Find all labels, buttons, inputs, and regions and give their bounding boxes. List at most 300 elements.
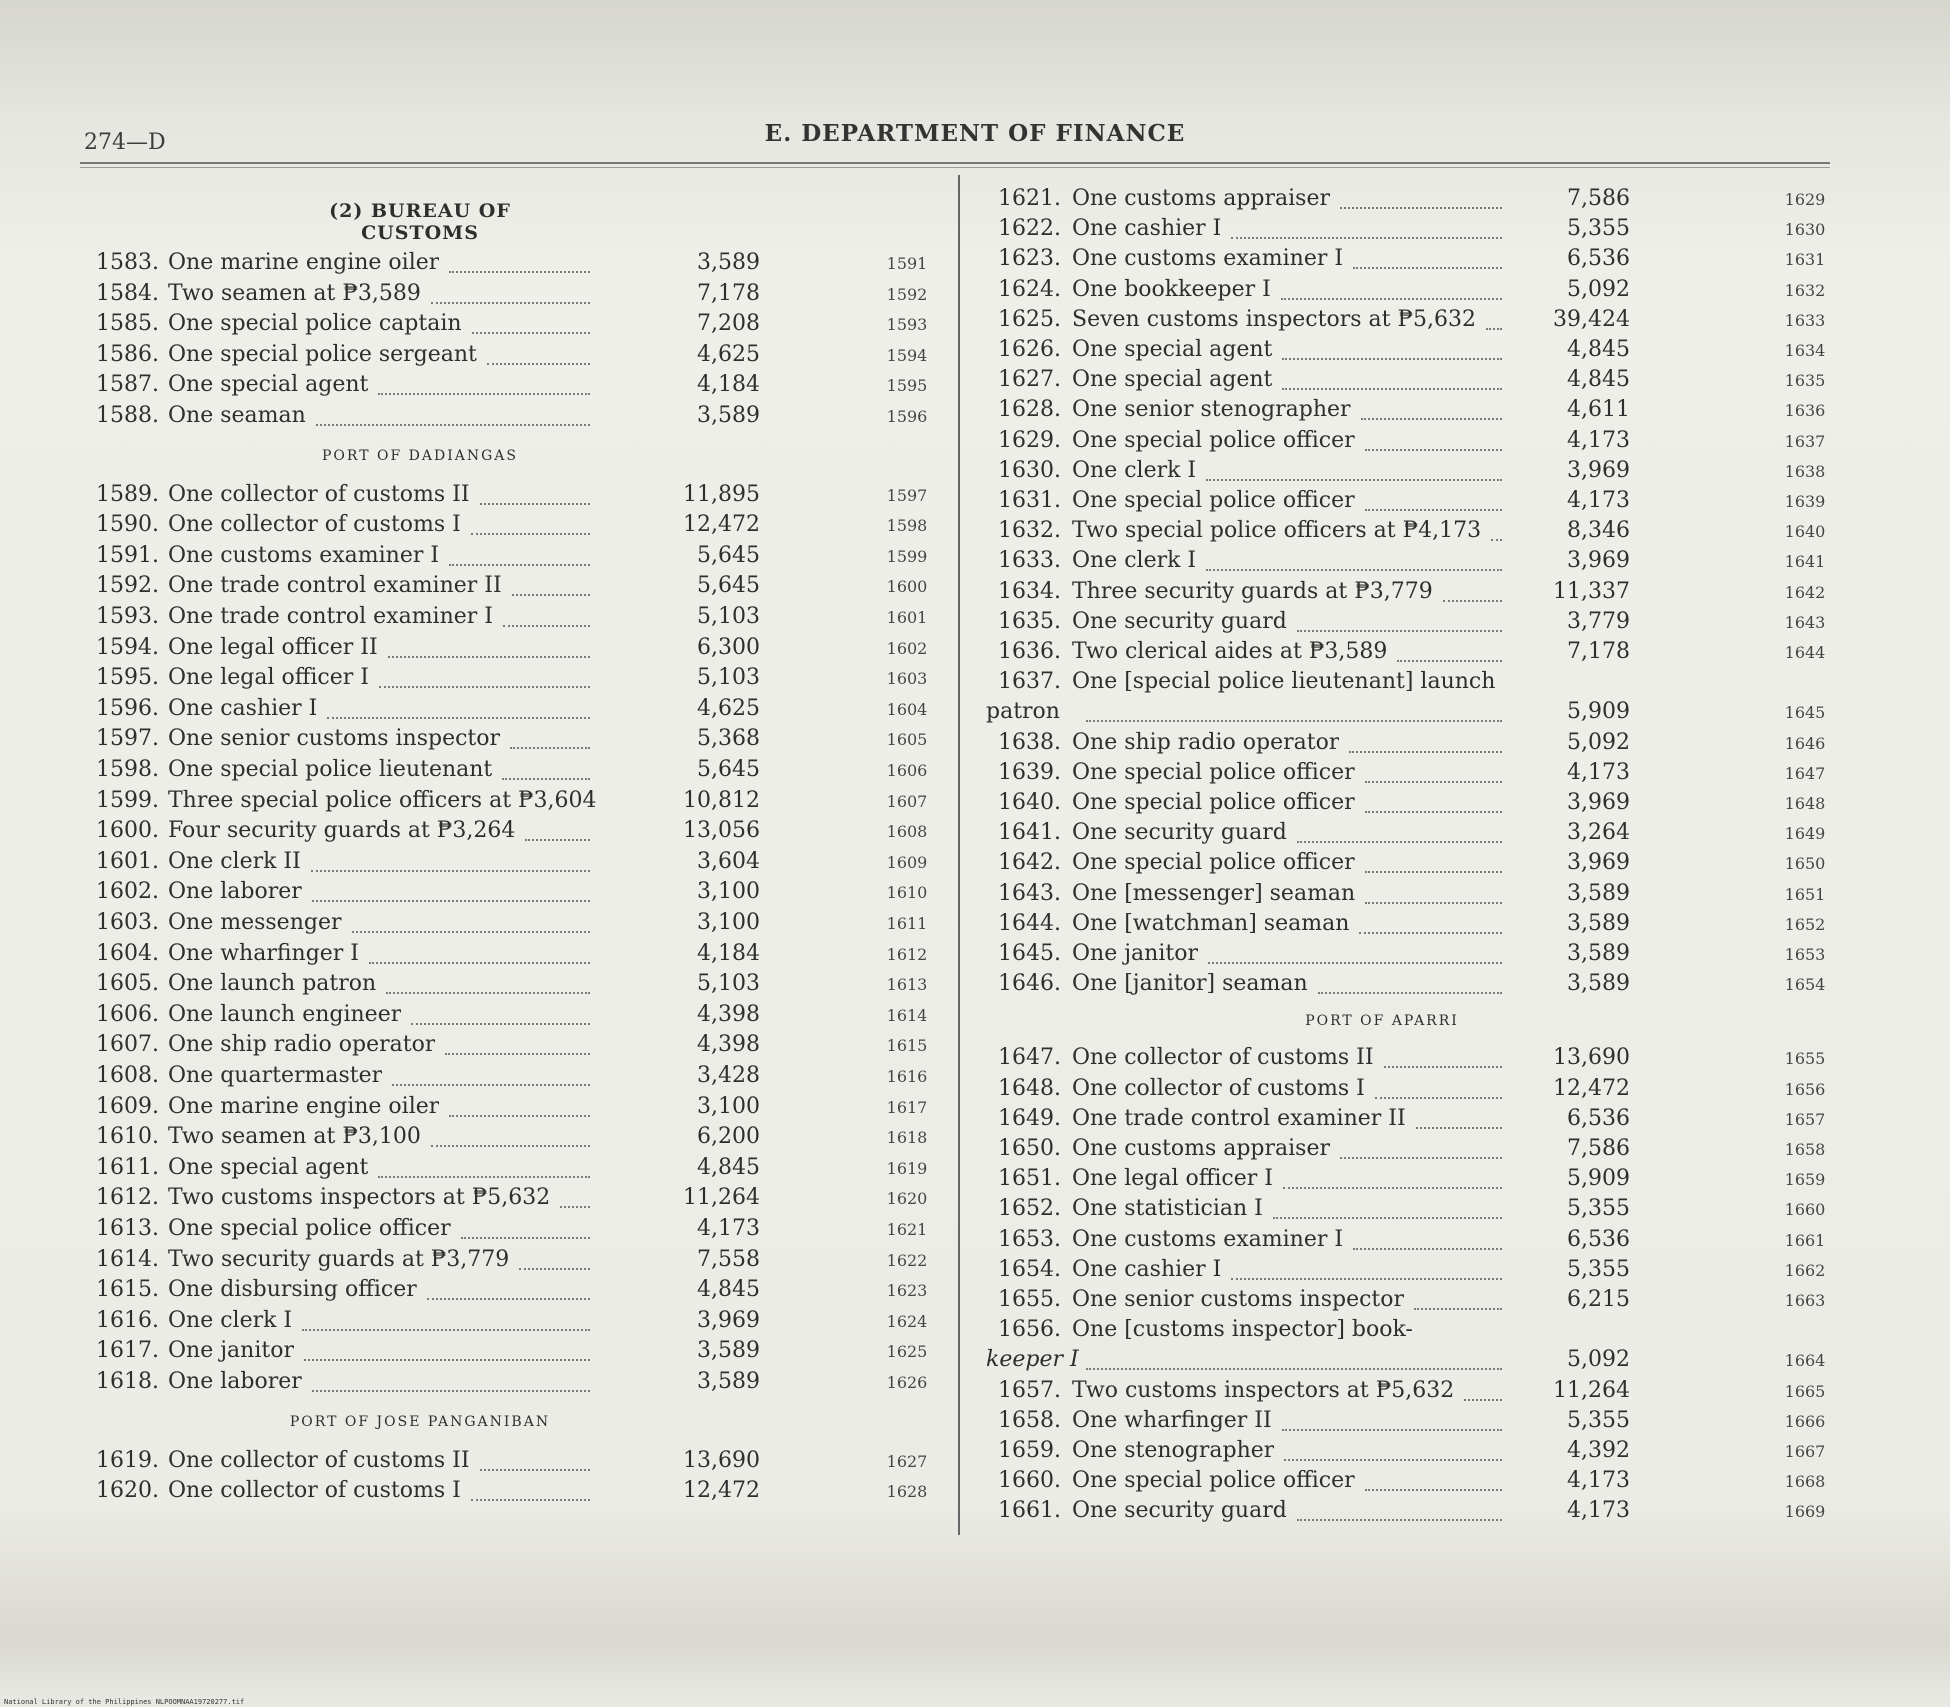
item-description: Two clerical aides at ₱3,589	[1072, 639, 1388, 664]
item-reference-number: 1668	[1784, 1472, 1826, 1492]
item-description: One special police officer	[1072, 790, 1355, 815]
port-heading: PORT OF DADIANGAS	[322, 447, 518, 464]
dot-leader	[1297, 1519, 1502, 1521]
item-reference-number: 1649	[1784, 824, 1826, 844]
item-amount: 4,173	[1567, 1468, 1630, 1494]
item-description: Two seamen at ₱3,589	[168, 280, 421, 306]
item-reference-number: 1652	[1784, 914, 1826, 934]
item-reference-number: 1650	[1784, 854, 1826, 874]
item-reference-number: 1620	[886, 1189, 928, 1209]
line-item	[962, 850, 1862, 880]
item-number: 1594.	[96, 634, 159, 660]
item-number: 1657.	[998, 1377, 1061, 1403]
item-amount: 6,536	[1567, 1226, 1630, 1252]
item-reference-number: 1645	[1784, 703, 1826, 723]
item-number: 1631.	[998, 488, 1061, 513]
item-number: 1586.	[96, 341, 159, 367]
dot-leader	[1282, 1429, 1502, 1431]
item-number: 1588.	[96, 403, 159, 428]
item-amount: 5,092	[1567, 729, 1630, 755]
item-amount: 13,056	[683, 818, 760, 844]
item-number: 1627.	[998, 367, 1061, 393]
item-number: 1591.	[96, 542, 159, 568]
item-reference-number: 1663	[1784, 1291, 1826, 1310]
item-reference-number: 1623	[886, 1281, 928, 1301]
item-reference-number: 1601	[886, 608, 928, 627]
item-amount: 3,969	[1567, 850, 1630, 876]
item-amount: 7,586	[1567, 1136, 1630, 1161]
item-amount: 5,645	[697, 573, 760, 599]
item-description: One cashier I	[168, 695, 318, 721]
line-item	[0, 1124, 958, 1154]
dot-leader	[1297, 841, 1502, 843]
item-amount: 3,969	[697, 1307, 760, 1333]
dot-leader	[1397, 660, 1502, 662]
item-amount: 4,173	[1567, 427, 1630, 453]
line-item	[0, 1155, 958, 1185]
item-description: One cashier I	[1072, 1256, 1222, 1282]
dot-leader	[1353, 1248, 1502, 1250]
line-item	[962, 277, 1862, 307]
item-amount: 3,100	[697, 879, 760, 905]
item-amount: 4,184	[697, 940, 760, 966]
item-description: Two security guards at ₱3,779	[168, 1246, 510, 1272]
line-item	[962, 367, 1862, 397]
bureau-heading: (2) BUREAU OF CUSTOMS	[329, 200, 511, 244]
item-amount: 5,355	[1567, 1256, 1630, 1282]
item-description: One messenger	[168, 910, 342, 935]
item-number: 1583.	[96, 250, 159, 275]
item-amount: 4,173	[697, 1216, 760, 1241]
item-number: 1614.	[96, 1246, 159, 1272]
item-description: One special police captain	[168, 311, 462, 337]
line-item	[962, 1498, 1862, 1528]
line-item	[0, 757, 958, 787]
item-amount: 3,589	[1567, 941, 1630, 966]
item-description: One customs examiner I	[1072, 246, 1344, 272]
line-item	[962, 1408, 1862, 1438]
item-amount: 5,355	[1567, 1407, 1630, 1433]
item-description: One [messenger] seaman	[1072, 880, 1356, 906]
dot-leader	[512, 594, 590, 596]
line-item	[962, 1317, 1862, 1347]
item-number: 1641.	[998, 820, 1061, 846]
item-amount: 3,264	[1567, 820, 1630, 846]
item-description: One senior stenographer	[1072, 397, 1351, 423]
item-number: 1630.	[998, 457, 1061, 483]
item-description: One legal officer I	[168, 665, 369, 691]
line-item	[962, 246, 1862, 276]
item-number: 1608.	[96, 1063, 159, 1088]
item-reference-number: 1630	[1784, 220, 1826, 240]
item-description: Two customs inspectors at ₱5,632	[1072, 1377, 1455, 1403]
item-number: 1625.	[998, 306, 1061, 332]
item-reference-number: 1667	[1784, 1442, 1826, 1461]
item-number: 1644.	[998, 910, 1061, 936]
item-number: 1655.	[998, 1287, 1061, 1312]
line-item	[962, 186, 1862, 216]
item-description: Seven customs inspectors at ₱5,632	[1072, 306, 1476, 332]
item-amount: 3,969	[1567, 548, 1630, 574]
item-number: 1648.	[998, 1075, 1061, 1101]
item-amount: 3,589	[1567, 880, 1630, 906]
item-amount: 5,645	[697, 542, 760, 568]
dot-leader	[1361, 418, 1502, 420]
dot-leader	[431, 1145, 590, 1147]
item-description: One collector of customs II	[168, 481, 470, 507]
dot-leader	[1443, 600, 1502, 602]
item-description: One ship radio operator	[1072, 729, 1340, 755]
dot-leader	[369, 962, 590, 964]
line-item	[962, 307, 1862, 337]
item-amount: 13,690	[683, 1447, 760, 1473]
item-number: 1616.	[96, 1307, 159, 1333]
item-reference-number: 1648	[1784, 794, 1826, 813]
line-item	[962, 730, 1862, 760]
port-heading: PORT OF JOSE PANGANIBAN	[289, 1413, 551, 1430]
item-number: 1650.	[998, 1136, 1061, 1161]
item-amount: 12,472	[683, 512, 760, 538]
item-description: One special police officer	[1072, 759, 1355, 785]
item-amount: 4,845	[697, 1277, 760, 1303]
line-item	[0, 311, 958, 341]
dot-leader	[1486, 328, 1502, 330]
item-description: One legal officer I	[1072, 1166, 1273, 1192]
line-item	[0, 281, 958, 311]
item-amount: 3,969	[1567, 457, 1630, 483]
item-amount: 11,264	[683, 1185, 760, 1211]
line-item	[962, 488, 1862, 518]
line-item	[962, 669, 1862, 699]
item-number: 1607.	[96, 1032, 159, 1058]
dot-leader	[1365, 509, 1502, 511]
item-amount: 4,173	[1567, 1498, 1630, 1524]
item-reference-number: 1666	[1784, 1411, 1826, 1431]
item-number: 1610.	[96, 1124, 159, 1150]
item-number: 1585.	[96, 311, 159, 337]
item-number: 1661.	[998, 1498, 1061, 1524]
item-description: One legal officer II	[168, 634, 378, 660]
line-item	[0, 665, 958, 695]
item-description: One seaman	[168, 403, 306, 428]
header-rule-thin	[80, 167, 1830, 168]
dot-leader	[312, 1390, 590, 1392]
item-number: 1652.	[998, 1196, 1061, 1222]
item-amount: 3,589	[1567, 910, 1630, 936]
item-amount: 8,346	[1567, 518, 1630, 544]
item-reference-number: 1597	[886, 485, 928, 505]
item-amount: 5,368	[697, 726, 760, 752]
line-item	[0, 403, 958, 433]
item-number: 1615.	[96, 1277, 159, 1303]
item-amount: 4,392	[1567, 1438, 1630, 1463]
item-reference-number: 1644	[1784, 643, 1826, 662]
department-title: E. DEPARTMENT OF FINANCE	[764, 120, 1186, 147]
item-description: One collector of customs I	[168, 1478, 461, 1504]
dot-leader	[1365, 811, 1502, 813]
item-amount: 3,589	[697, 1338, 760, 1364]
item-reference-number: 1628	[886, 1482, 928, 1502]
item-description: Two seamen at ₱3,100	[168, 1124, 421, 1150]
item-number: 1599.	[96, 787, 159, 813]
item-number: 1629.	[998, 427, 1061, 453]
item-amount: 11,337	[1553, 578, 1630, 604]
item-reference-number: 1642	[1784, 582, 1826, 602]
dot-leader	[1086, 720, 1502, 722]
item-amount: 5,355	[1567, 216, 1630, 242]
item-reference-number: 1638	[1784, 461, 1826, 481]
item-amount: 7,586	[1567, 186, 1630, 211]
item-number: 1623.	[998, 246, 1061, 272]
item-amount: 4,845	[1567, 337, 1630, 362]
item-amount: 3,100	[697, 1093, 760, 1119]
item-description: One cashier I	[1072, 216, 1222, 242]
dot-leader	[480, 503, 590, 505]
item-description: One laborer	[168, 1369, 302, 1394]
line-item	[962, 1257, 1862, 1287]
item-reference-number: 1608	[886, 822, 928, 842]
item-reference-number: 1625	[886, 1342, 928, 1362]
item-reference-number: 1595	[886, 376, 928, 396]
item-description: One collector of customs II	[168, 1447, 470, 1473]
item-number: 1618.	[96, 1369, 159, 1394]
dot-leader	[388, 656, 590, 658]
dot-leader	[304, 1359, 590, 1361]
item-reference-number: 1593	[886, 315, 928, 335]
line-item-continuation	[962, 1347, 1862, 1377]
item-reference-number: 1657	[1784, 1109, 1826, 1129]
item-reference-number: 1658	[1784, 1140, 1826, 1159]
item-reference-number: 1600	[886, 577, 928, 597]
dot-leader	[1349, 751, 1502, 753]
item-number: 1636.	[998, 639, 1061, 664]
item-reference-number: 1602	[886, 638, 928, 658]
item-reference-number: 1639	[1784, 492, 1826, 511]
item-reference-number: 1665	[1784, 1381, 1826, 1401]
item-reference-number: 1612	[886, 944, 928, 964]
item-number: 1601.	[96, 848, 159, 874]
item-amount: 39,424	[1553, 306, 1630, 332]
dot-leader	[1414, 1308, 1502, 1310]
item-number: 1646.	[998, 971, 1061, 997]
item-number: 1584.	[96, 280, 159, 306]
dot-leader	[411, 1023, 590, 1025]
item-number: 1602.	[96, 879, 159, 905]
item-reference-number: 1603	[886, 669, 928, 689]
dot-leader	[431, 302, 590, 304]
item-number: 1637.	[998, 669, 1061, 695]
dot-leader	[503, 625, 590, 627]
item-description: One special police lieutenant	[168, 757, 493, 782]
item-reference-number: 1654	[1784, 975, 1826, 995]
item-reference-number: 1594	[886, 345, 928, 365]
line-item	[0, 910, 958, 940]
line-item	[0, 1185, 958, 1215]
item-amount: 4,845	[1567, 367, 1630, 393]
item-reference-number: 1635	[1784, 371, 1826, 391]
port-heading: PORT OF APARRI	[1305, 1013, 1459, 1030]
dot-leader	[519, 1268, 590, 1270]
item-reference-number: 1621	[886, 1220, 928, 1239]
item-number: 1626.	[998, 337, 1061, 362]
dot-leader	[461, 1237, 590, 1239]
dot-leader	[378, 1176, 590, 1178]
item-amount: 7,178	[1567, 639, 1630, 664]
line-item	[962, 548, 1862, 578]
item-number: 1643.	[998, 880, 1061, 906]
dot-leader	[379, 686, 590, 688]
item-reference-number: 1656	[1784, 1079, 1826, 1099]
item-number: 1598.	[96, 757, 159, 782]
item-amount: 3,604	[697, 848, 760, 874]
item-description: One customs examiner I	[168, 542, 440, 568]
item-description: One collector of customs I	[1072, 1075, 1365, 1101]
line-item	[0, 696, 958, 726]
dot-leader	[302, 1329, 590, 1331]
item-number: 1649.	[998, 1105, 1061, 1131]
item-description: Three special police officers at ₱3,604	[168, 787, 597, 813]
dot-leader	[1464, 1399, 1502, 1401]
item-amount: 6,300	[697, 634, 760, 660]
page-number: 274—D	[84, 130, 166, 155]
item-amount: 6,536	[1567, 246, 1630, 272]
item-description: One trade control examiner I	[168, 604, 493, 629]
item-amount: 5,909	[1567, 1166, 1630, 1192]
line-item	[0, 604, 958, 634]
line-item	[962, 1227, 1862, 1257]
item-reference-number: 1655	[1784, 1049, 1826, 1069]
dot-leader	[560, 1206, 590, 1208]
line-item-continuation	[962, 699, 1862, 729]
line-item	[0, 635, 958, 665]
item-description-continuation: keeper I	[986, 1347, 1079, 1373]
dot-leader	[392, 1084, 590, 1086]
dot-leader	[378, 393, 590, 395]
dot-leader	[1297, 630, 1502, 632]
dot-leader	[1282, 388, 1502, 390]
item-description: One security guard	[1072, 820, 1287, 846]
dot-leader	[502, 778, 590, 780]
item-amount: 6,200	[697, 1124, 760, 1150]
item-description: One senior customs inspector	[168, 726, 501, 752]
item-number: 1628.	[998, 397, 1061, 423]
dot-leader	[1086, 1368, 1502, 1370]
line-item	[0, 543, 958, 573]
line-item	[962, 911, 1862, 941]
item-reference-number: 1661	[1784, 1230, 1826, 1250]
item-amount: 7,558	[697, 1246, 760, 1272]
header-rule	[80, 162, 1830, 164]
item-reference-number: 1659	[1784, 1170, 1826, 1190]
item-reference-number: 1604	[886, 699, 928, 719]
line-item	[962, 609, 1862, 639]
line-item	[962, 1166, 1862, 1196]
item-number: 1587.	[96, 372, 159, 398]
item-description: One special agent	[168, 372, 369, 398]
dot-leader	[525, 839, 590, 841]
line-item	[0, 1338, 958, 1368]
item-amount: 4,845	[697, 1154, 760, 1180]
item-description: One launch patron	[168, 971, 377, 997]
item-number: 1656.	[998, 1317, 1061, 1343]
item-number: 1653.	[998, 1226, 1061, 1252]
item-reference-number: 1598	[886, 516, 928, 536]
item-description: One special agent	[168, 1154, 369, 1180]
item-description: One [special police lieutenant] launch	[1072, 669, 1496, 695]
item-amount: 5,355	[1567, 1196, 1630, 1222]
item-description: One bookkeeper I	[1072, 276, 1271, 302]
item-number: 1639.	[998, 759, 1061, 785]
item-number: 1606.	[96, 1001, 159, 1027]
item-description: One janitor	[168, 1338, 294, 1364]
line-item	[962, 216, 1862, 246]
line-item	[0, 250, 958, 280]
item-reference-number: 1615	[886, 1036, 928, 1056]
item-description-continuation: patron	[986, 699, 1060, 725]
item-amount: 3,428	[697, 1063, 760, 1088]
item-description: One trade control examiner II	[1072, 1105, 1406, 1131]
item-reference-number: 1632	[1784, 280, 1826, 300]
dot-leader	[1491, 539, 1502, 541]
dot-leader	[1365, 902, 1502, 904]
item-reference-number: 1622	[886, 1250, 928, 1270]
item-number: 1603.	[96, 910, 159, 935]
item-amount: 4,398	[697, 1032, 760, 1058]
item-description: One special police officer	[1072, 1468, 1355, 1494]
item-number: 1659.	[998, 1438, 1061, 1463]
item-number: 1597.	[96, 726, 159, 752]
line-item	[962, 1045, 1862, 1075]
dot-leader	[471, 533, 590, 535]
line-item	[0, 1094, 958, 1124]
line-item	[962, 337, 1862, 367]
dot-leader	[1283, 1187, 1502, 1189]
item-description: One [janitor] seaman	[1072, 971, 1308, 997]
line-item	[0, 1369, 958, 1399]
item-amount: 4,173	[1567, 488, 1630, 513]
dot-leader	[1231, 237, 1502, 239]
item-reference-number: 1664	[1784, 1351, 1826, 1371]
line-item	[962, 518, 1862, 548]
item-reference-number: 1611	[886, 914, 928, 933]
dot-leader	[487, 363, 590, 365]
line-item	[0, 1002, 958, 1032]
item-reference-number: 1669	[1784, 1502, 1826, 1522]
line-item	[962, 1136, 1862, 1166]
item-reference-number: 1596	[886, 407, 928, 426]
item-number: 1595.	[96, 665, 159, 691]
line-item	[962, 1287, 1862, 1317]
dot-leader	[1416, 1127, 1502, 1129]
dot-leader	[1365, 449, 1502, 451]
dot-leader	[327, 717, 590, 719]
item-number: 1589.	[96, 481, 159, 507]
item-description: One quartermaster	[168, 1063, 383, 1088]
item-reference-number: 1592	[886, 284, 928, 304]
item-amount: 12,472	[683, 1478, 760, 1504]
item-description: One collector of customs I	[168, 512, 461, 538]
dot-leader	[1206, 569, 1502, 571]
dot-leader	[1365, 781, 1502, 783]
item-reference-number: 1618	[886, 1128, 928, 1148]
item-number: 1624.	[998, 276, 1061, 302]
line-item	[962, 1106, 1862, 1136]
item-reference-number: 1619	[886, 1158, 928, 1178]
line-item	[962, 760, 1862, 790]
item-amount: 11,895	[683, 481, 760, 507]
dot-leader	[311, 870, 590, 872]
scan-credit: National Library of the Philippines NLPOOMNAA19720277.tif	[4, 1698, 245, 1706]
